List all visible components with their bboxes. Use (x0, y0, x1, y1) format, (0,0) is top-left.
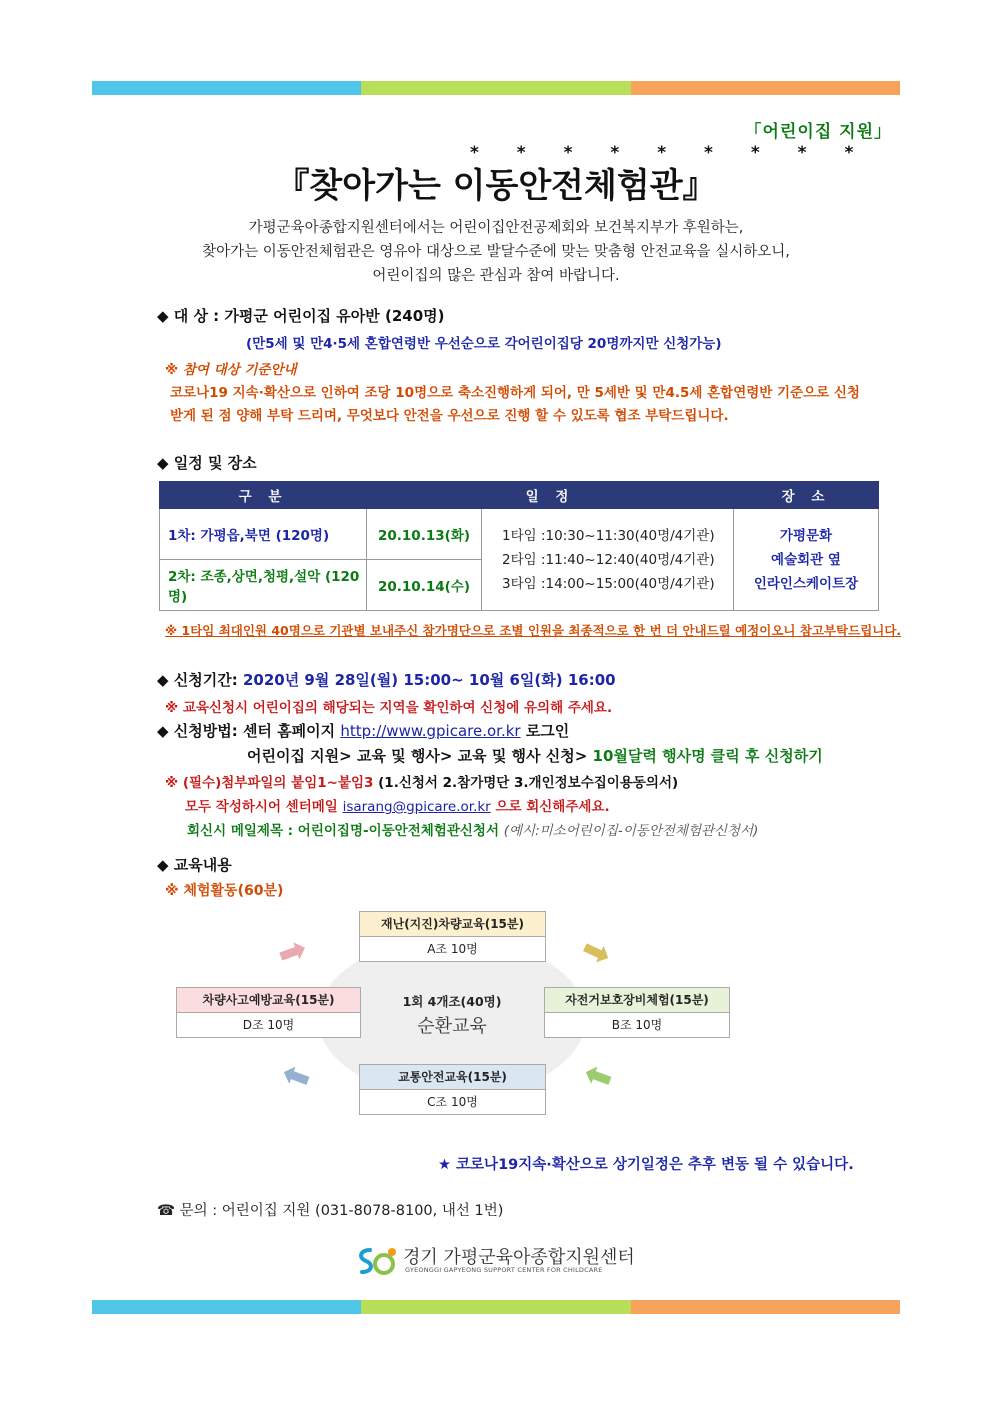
intro-line: 찾아가는 이동안전체험관은 영유아 대상으로 발달수준에 맞는 맞춤형 안전교육을 실시하오니, (202, 244, 790, 260)
method-label: ◆ 신청방법: 센터 홈페이지 (157, 722, 336, 740)
period-note: ※ 교육신청시 어린이집의 해당되는 지역을 확인하여 신청에 유의해 주세요. (165, 700, 613, 716)
date-cell: 20.10.14(수) (367, 560, 482, 611)
station-title: 재난(지진)차량교육(15분) (360, 912, 545, 937)
login-text: 로그인 (525, 722, 570, 740)
email-link[interactable]: isarang@gpicare.or.kr (342, 799, 491, 815)
intro-line: 가평군육아종합지원센터에서는 어린이집안전공제회와 보건복지부가 후원하는, (248, 220, 744, 236)
table-row (160, 509, 879, 560)
menu-path: 어린이집 지원> 교육 및 행사> 교육 및 행사 신청> (247, 747, 588, 765)
contact: ☎ 문의 : 어린이집 지원 (031-8078-8100, 내선 1번) (157, 1203, 504, 1219)
place-cell (734, 509, 879, 611)
apply-method (157, 720, 569, 741)
times-cell (482, 509, 734, 611)
attach-list: (1.신청서 2.참가명단 3.개인정보수집이용동의서) (378, 775, 679, 791)
subject-line (187, 819, 758, 839)
group-cell: 2차: 조종,상면,청평,설악 (120명) (160, 560, 367, 611)
bottom-color-bar (92, 1300, 900, 1314)
place-line: 예술회관 옆 (771, 551, 841, 568)
target-note-line: 코로나19 지속·확산으로 인하여 조당 10명으로 축소진행하게 되어, 만 5세반 및 만4.5세 혼합연령반 기준으로 신청 (170, 385, 860, 401)
footer-org-en: GYEONGGI GAPYEONG SUPPORT CENTER FOR CHILDCARE (405, 1266, 603, 1274)
intro-line: 어린이집의 많은 관심과 참여 바랍니다. (372, 268, 620, 284)
apply-period (157, 669, 616, 690)
group-cell: 1차: 가평읍,북면 (120명) (160, 509, 367, 560)
station-c (359, 1064, 546, 1115)
col-header: 구 분 (160, 482, 367, 509)
station-title: 자전거보호장비체험(15분) (545, 988, 729, 1013)
apply-path (247, 745, 823, 766)
top-color-bar (92, 81, 900, 95)
subject-example: (예시:미소어린이집-이동안전체험관신청서) (503, 823, 759, 839)
attach-label: ※ (필수)첨부파일의 붙임1~붙임3 (165, 775, 374, 791)
time-slot: 3타임 :14:00~15:00(40명/4기관) (502, 575, 715, 592)
mail-pre: 모두 작성하시어 센터메일 (185, 799, 338, 815)
time-slot: 1타임 :10:30~11:30(40명/4기관) (502, 527, 715, 544)
schedule-table (159, 481, 879, 611)
target-note-title: ※ 참여 대상 기준안내 (165, 362, 297, 378)
target-note-line: 받게 된 점 양해 부탁 드리며, 무엇보다 안전을 우선으로 진행 할 수 있도록 협조 부탁드립니다. (170, 408, 729, 424)
menu-path-end: 10월달력 행사명 클릭 후 신청하기 (592, 747, 823, 765)
target-sub: (만5세 및 만4·5세 혼합연령반 우선순으로 각어린이집당 20명까지만 신청가능) (246, 336, 722, 352)
notice: ★ 코로나19지속·확산으로 상기일정은 추후 변동 될 수 있습니다. (438, 1157, 854, 1173)
center-caption: 1회 4개조(40명) (402, 994, 502, 1009)
period-value: 2020년 9월 28일(월) 15:00~ 10월 6일(화) 16:00 (242, 671, 616, 689)
category-tag: 「어린이집 지원」 (744, 122, 892, 142)
mail-post: 으로 회신해주세요. (495, 799, 610, 815)
center-logo-icon (356, 1244, 398, 1278)
arrow-pink-icon: ➡ (272, 928, 313, 976)
intro-paragraph (0, 216, 992, 288)
col-header: 장 소 (734, 482, 879, 509)
station-group: C조 10명 (427, 1095, 478, 1109)
mail-line (185, 795, 610, 815)
date-cell: 20.10.13(화) (367, 509, 482, 560)
station-a (359, 911, 546, 962)
center-title: 순환교육 (417, 1016, 487, 1037)
arrow-blue-icon: ➡ (276, 1053, 317, 1101)
station-group: A조 10명 (427, 942, 478, 956)
place-line: 가평문화 (779, 527, 833, 544)
period-label: ◆ 신청기간: (157, 671, 238, 689)
target-line: ◆ 대 상 : 가평군 어린이집 유아반 (240명) (157, 307, 445, 325)
place-line: 인라인스케이트장 (753, 575, 859, 592)
content-heading: ◆ 교육내용 (157, 856, 232, 874)
station-b (544, 987, 730, 1038)
station-group: B조 10명 (611, 1018, 663, 1032)
time-slot: 2타임 :11:40~12:40(40명/4기관) (502, 551, 715, 568)
title-emphasis-marks: * * * * * * * * * (470, 143, 870, 163)
attach-line (165, 771, 678, 791)
footer-org: 경기 가평군육아종합지원센터 (403, 1247, 635, 1268)
schedule-heading: ◆ 일정 및 장소 (157, 454, 257, 472)
schedule-note: ※ 1타임 최대인원 40명으로 기관별 보내주신 참가명단으로 조별 인원을 최종적으로 한 번 더 안내드릴 예정이오니 참고부탁드립니다. (165, 623, 902, 638)
station-d (176, 987, 361, 1038)
subject-label: 회신시 메일제목 : 어린이집명-이동안전체험관신청서 (187, 823, 500, 839)
table-header-row (160, 482, 879, 509)
page-title: 『찾아가는 이동안전체험관』 (275, 166, 717, 206)
homepage-link[interactable]: http://www.gpicare.or.kr (340, 722, 521, 740)
station-title: 차량사고예방교육(15분) (177, 988, 360, 1013)
content-sub: ※ 체험활동(60분) (165, 883, 284, 899)
station-title: 교통안전교육(15분) (360, 1065, 545, 1090)
arrow-green-icon: ➡ (578, 1053, 619, 1101)
arrow-yellow-icon: ➡ (574, 927, 618, 977)
col-header: 일 정 (367, 482, 734, 509)
station-group: D조 10명 (242, 1018, 295, 1032)
